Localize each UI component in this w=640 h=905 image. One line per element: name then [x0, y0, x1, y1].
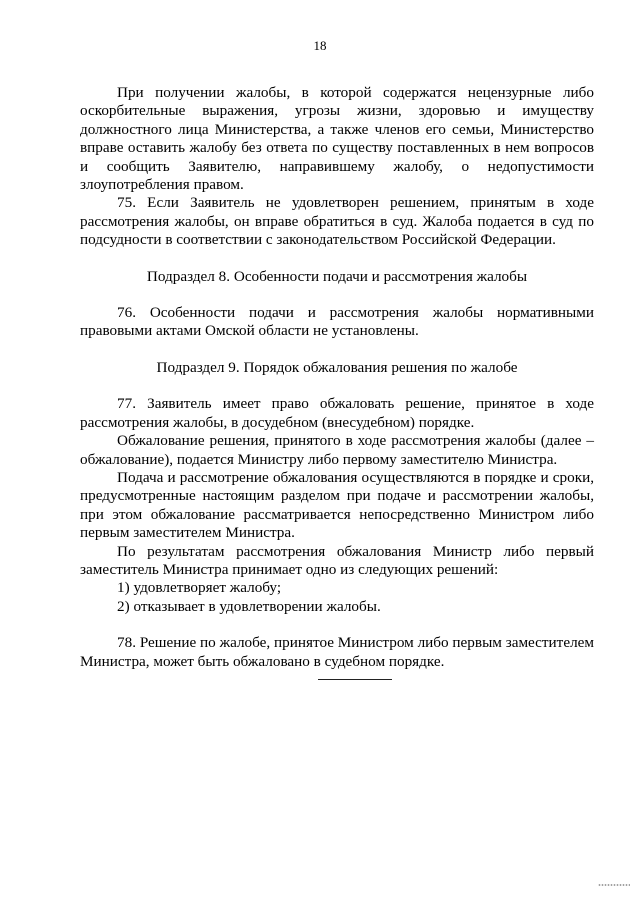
subsection-9-heading: Подраздел 9. Порядок обжалования решения по жалобе: [156, 358, 518, 376]
paragraph-appeal-submission: Обжалование решения, принятого в ходе рассмотрения жалобы (далее – обжалование), подается Министру либо первому заместителю Министра.: [80, 432, 594, 468]
subsection-8-heading: Подраздел 8. Особенности подачи и рассмотрения жалобы: [146, 267, 528, 285]
list-item-refuses: 2) отказывает в удовлетворении жалобы.: [117, 597, 381, 615]
scan-artifact-dots: [598, 883, 630, 887]
paragraph-appeal-results: По результатам рассмотрения обжалования Министр либо первый заместитель Министра принимает одно из следующих решений:: [80, 542, 594, 578]
end-divider-line: [318, 679, 392, 680]
spacer: [80, 341, 594, 359]
spacer: [80, 286, 594, 304]
paragraph-77: 77. Заявитель имеет право обжаловать решение, принятое в ходе рассмотрения жалобы, в досудебном (внесудебном) порядке.: [80, 395, 594, 431]
paragraph-76: 76. Особенности подачи и рассмотрения жалобы нормативными правовыми актами Омской области не установлены.: [80, 304, 594, 340]
paragraph-75: 75. Если Заявитель не удовлетворен решением, принятым в ходе рассмотрения жалобы, он вправе обратиться в суд. Жалоба подается в суд по подсудности в соответствии с законодательством Российской Федерации.: [80, 194, 594, 249]
paragraph-appeal-procedure: Подача и рассмотрение обжалования осуществляются в порядке и сроки, предусмотренные настоящим разделом при подаче и рассмотрении жалобы, при этом обжалование рассматривается непосредственно Министром либо первым заместителем Министра.: [80, 468, 594, 542]
spacer: [80, 616, 594, 634]
document-body: [80, 84, 594, 671]
spacer: [80, 250, 594, 268]
paragraph-abusive-complaint: При получении жалобы, в которой содержатся нецензурные либо оскорбительные выражения, угрозы жизни, здоровью и имуществу должностного лица Министерства, а также членов его семьи, Министерство вправе оставить жалобу без ответа по существу поставленных в нем вопросов и сообщить Заявителю, направившему жалобу, о недопустимости злоупотребления правом.: [80, 84, 594, 194]
list-item-satisfies: 1) удовлетворяет жалобу;: [117, 579, 282, 597]
page-number: 18: [313, 38, 327, 53]
spacer: [80, 377, 594, 395]
paragraph-78: 78. Решение по жалобе, принятое Министром либо первым заместителем Министра, может быть обжаловано в судебном порядке.: [80, 634, 594, 670]
